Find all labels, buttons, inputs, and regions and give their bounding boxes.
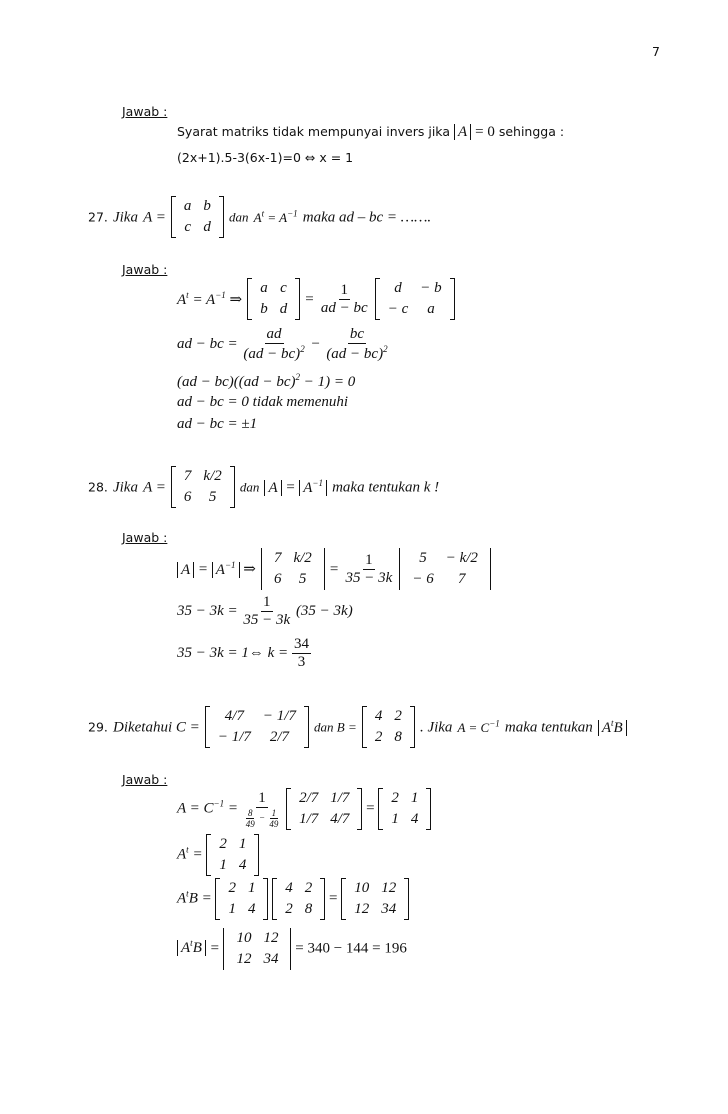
matrix-entry: 34 [381,901,397,917]
matrix-entry: 4 [374,708,383,724]
q28-mid: dan [239,479,260,495]
q26-line1 [177,124,564,141]
matrix-entry: 12 [236,951,252,967]
matrix-entry: 2 [391,790,399,806]
var-A: A = [143,209,166,226]
q28-intro: Jika [112,479,138,496]
matrix-entry: 5 [419,550,427,566]
q27-intro: Jika [112,209,138,226]
q29-step1: $A = C^{-1}$ = 1 $\frac{8}{49}$ − $\frac{1}{49}$ 2/7 1/7 1/7 4/7 = 2 1 1 4 [177,788,431,830]
q28-det1 [261,548,325,590]
q26-text: Syarat matriks tidak mempunyai invers jika [177,124,450,139]
matrix-entry: 2/7 [299,790,319,806]
matrix-entry: a [183,198,192,214]
det-A: A [454,124,471,140]
matrix-entry: d [394,280,402,296]
answer-label: Jawab : [122,262,168,277]
q26-cond: = 0 [475,124,495,140]
q28-det2 [399,548,491,590]
answer-label: Jawab : [122,104,168,119]
matrix-entry: − 1/7 [217,729,251,745]
matrix-entry: 1 [410,790,419,806]
matrix-entry: 7 [183,468,192,484]
matrix-entry: 2 [304,880,313,896]
q28-frac: $\frac{1}{35 - 3k}$ [345,551,393,586]
matrix-entry: 6 [273,571,282,587]
q27-step4: ad − bc = 0 tidak memenuhi [177,394,349,410]
answer-label: Jawab : [122,772,168,787]
q29-matrix-C [205,706,309,748]
matrix-entry: 1 [391,811,399,827]
q27-step1: $A^t = A^{-1}$ ⇒ a c b d = $\frac{1}{ad - bc}$ d − b − c a [177,278,455,320]
matrix-entry: a [260,280,268,296]
q29-result: = 340 − 144 = 196 [295,940,407,957]
q27-matrix-adj [375,278,455,320]
matrix-entry: 2 [374,729,383,745]
q29-step3: $A^tB$ = 2 1 1 4 4 2 2 8 = 10 12 12 34 [177,878,409,920]
q27-step2: ad − bc = $\frac{ad}{(ad - bc)^2}$ − $\frac{bc}{(ad - bc)^2}$ [177,326,388,362]
matrix-entry: 6 [183,489,192,505]
matrix-entry: k/2 [293,550,312,566]
q27-mid: dan [229,209,249,225]
matrix-entry: 12 [263,930,279,946]
q28-question: 28. Jika A = 7 k/2 6 5 dan $A = A^{-1}$ maka tentukan k ! [88,466,439,508]
matrix-entry: b [260,301,268,317]
matrix-entry: 8 [304,901,313,917]
matrix-entry: 4 [285,880,293,896]
q29-matrix-res1 [378,788,431,830]
matrix-entry: 4 [247,901,256,917]
matrix-entry: d [279,301,288,317]
matrix-entry: − 1/7 [262,708,296,724]
q28-tail: maka tentukan k ! [332,479,440,496]
q28-step1: $A = A^{-1}$ ⇒ 7 k/2 6 5 = $\frac{1}{35 - 3k}$ 5 − k/2 − 6 7 [177,548,491,590]
matrix-entry: 1 [238,836,247,852]
q29-det-final [223,928,291,970]
q27-s2-lhs: ad − bc = [177,335,238,352]
matrix-entry: c [184,219,191,235]
matrix-entry: 12 [354,901,370,917]
matrix-entry: 4/7 [330,811,350,827]
q27-s2-frac1: $\frac{ad}{(ad - bc)^2}$ [243,326,305,362]
q29-step2: $A^t$ = 2 1 1 4 [177,834,259,876]
q29-matrix-s3res [341,878,409,920]
q29-tail: . Jika [419,719,453,736]
matrix-entry: 1/7 [330,790,350,806]
matrix-entry: 5 [298,571,307,587]
q29-question: 29. Diketahui C = 4/7 − 1/7 − 1/7 2/7 dan B = 4 2 2 8 . Jika $A = C^{-1}$ maka tentukan $A^tB$ [88,706,627,748]
q29-matrix-s1 [286,788,362,830]
q29-step4: $A^tB$ = 10 12 12 34 = 340 − 144 = 196 [177,928,407,970]
answer-label: Jawab : [122,530,168,545]
matrix-entry: 1 [228,901,236,917]
matrix-entry: − b [420,280,442,296]
matrix-entry: 8 [394,729,402,745]
matrix-entry: 12 [381,880,397,896]
matrix-entry: − c [387,301,409,317]
q29-matrix-s3a [215,878,268,920]
q28-matrix-A [171,466,235,508]
matrix-entry: a [427,301,435,317]
q27-step3: (ad − bc)((ad − bc)$^2$ − 1) = 0 [177,372,356,390]
matrix-entry: c [280,280,287,296]
q27-question [88,196,431,238]
q27-s2-frac2: $\frac{bc}{(ad - bc)^2}$ [326,326,388,362]
q29-matrix-B [362,706,415,748]
q29-intro: Diketahui C = [112,719,200,736]
matrix-entry: 1 [247,880,256,896]
matrix-entry: k/2 [203,468,222,484]
q29-mid: dan B = [314,719,357,735]
q26-end: sehingga : [498,124,565,139]
q29-tail2: maka tentukan [504,719,593,736]
q27-matrix-A [171,196,224,238]
matrix-entry: 1/7 [299,811,319,827]
matrix-entry: d [203,219,211,235]
matrix-entry: 5 [208,489,217,505]
matrix-entry: − 6 [412,571,434,587]
matrix-entry: 4 [238,857,247,873]
matrix-entry: 7 [273,550,282,566]
matrix-entry: 4/7 [224,708,244,724]
matrix-entry: 2 [228,880,236,896]
q29-matrix-At [206,834,259,876]
q29-frac: 1 $\frac{8}{49}$ − $\frac{1}{49}$ [245,789,279,829]
q27-number: 27. [88,209,108,225]
q27-fraction: $\frac{1}{ad - bc}$ [320,281,368,316]
q26-line2: (2x+1).5-3(6x-1)=0 ⇔ x = 1 [177,150,354,165]
matrix-entry: 7 [458,571,466,587]
q28-number: 28. [88,479,108,495]
q27-At: $A^t = A^{-1}$ [253,208,298,225]
matrix-entry: 34 [263,951,279,967]
q27-At-eq: $A^t = A^{-1}$ ⇒ [177,289,243,308]
q27-matrix-At [247,278,300,320]
matrix-entry: 2 [285,901,293,917]
matrix-entry: − k/2 [445,550,478,566]
matrix-entry: 1 [219,857,227,873]
matrix-entry: 2 [219,836,227,852]
q28-step3: 35 − 3k = 1⇔ k = $\frac{34}{3}$ [177,636,309,670]
matrix-entry: 2 [394,708,402,724]
matrix-entry: 10 [354,880,370,896]
q27-step5: ad − bc = ±1 [177,416,258,432]
matrix-entry: 4 [410,811,419,827]
q28-step2: 35 − 3k = $\frac{1}{35 - 3k}$ (35 − 3k) [177,594,353,628]
matrix-entry: b [203,198,211,214]
q29-matrix-s3b [272,878,325,920]
matrix-entry: 2/7 [269,729,290,745]
page-number: 7 [652,44,660,59]
q29-number: 29. [88,719,108,735]
matrix-entry: 10 [236,930,252,946]
q27-tail: maka ad – bc = ……. [302,209,432,226]
